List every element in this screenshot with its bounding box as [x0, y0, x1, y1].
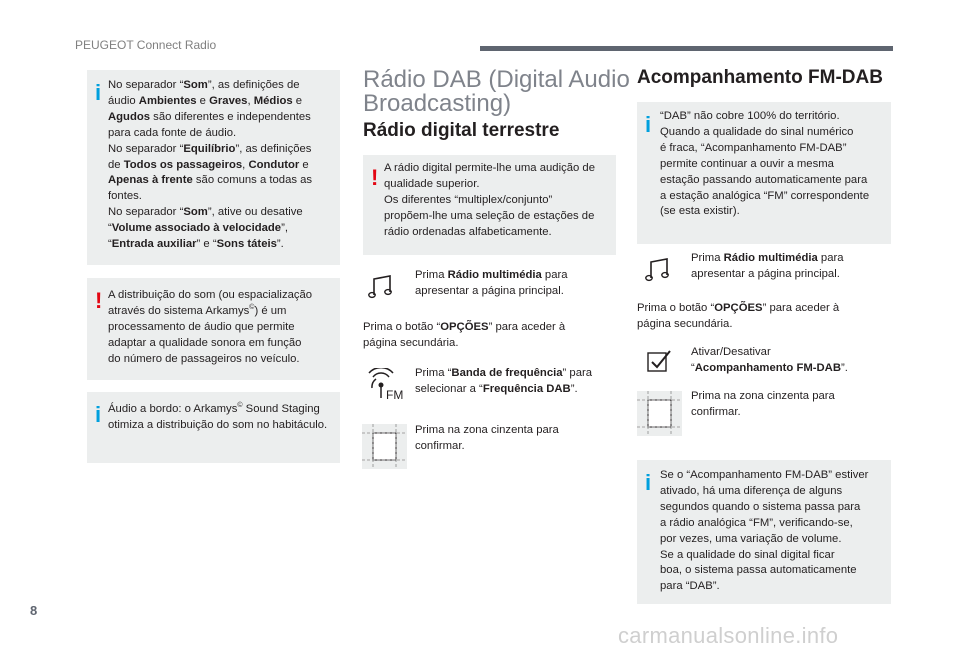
text-line: A rádio digital permite-lhe uma audição de: [384, 162, 596, 174]
step-frequency-band: Prima “Banda de frequência” para selecionar a “Frequência DAB”.: [415, 367, 593, 395]
music-note-icon: [368, 274, 396, 300]
warning-box-arkamys: [87, 278, 340, 380]
text-line: para cada fonte de áudio.: [108, 126, 237, 139]
text-line: de Todos os passageiros, Condutor e: [108, 158, 309, 171]
step-grey-zone: Prima na zona cinzenta para confirmar.: [691, 390, 835, 418]
warning-box-digital-radio: [363, 155, 616, 255]
text-line: Agudos são diferentes e independentes: [108, 110, 311, 123]
text-line: Os diferentes “multiplex/conjunto”: [384, 193, 553, 206]
text-line: permite continuar a ouvir a mesma: [660, 157, 834, 170]
text-line: a estação analógica “FM” correspondente: [660, 189, 870, 202]
text-line: através do sistema Arkamys©) é um: [108, 304, 287, 317]
text-line: por vezes, uma variação de volume.: [660, 532, 842, 545]
text-line: adaptar a qualidade sonora em função: [108, 336, 302, 349]
text-line: “DAB” não cobre 100% do território.: [660, 110, 840, 122]
text-line: segundos quando o sistema passa para: [660, 500, 861, 513]
step-radio-multimedia: Prima Rádio multimédia para apresentar a página principal.: [691, 252, 844, 280]
text-line: para “DAB”.: [660, 580, 720, 593]
warning-marker-icon: !: [371, 165, 379, 190]
text-line: otimiza a distribuição do som no habitáculo.: [108, 418, 328, 431]
text-line: processamento de áudio que permite: [108, 320, 295, 333]
text-line: rádio ordenadas alfabeticamente.: [384, 225, 552, 238]
info-box-audio-settings: [87, 70, 340, 265]
page-number: 8: [30, 603, 38, 618]
text-line: propõem-lhe uma seleção de estações de: [384, 209, 595, 222]
text-line: Apenas à frente são comuns a todas as: [108, 174, 313, 187]
watermark: carmanualsonline.info: [618, 623, 839, 648]
text-line: Se a qualidade do sinal digital ficar: [660, 548, 835, 561]
text-line: a rádio analógica “FM”, verificando-se,: [660, 516, 853, 529]
text-line: do número de passageiros no veículo.: [108, 352, 300, 365]
text-line: “Entrada auxiliar” e “Sons táteis”.: [108, 238, 284, 251]
text-line: No separador “Som”, ative ou desative: [108, 206, 303, 219]
step-options: Prima o botão “OPÇÕES” para aceder à página secundária.: [637, 302, 840, 330]
text-line: qualidade superior.: [384, 177, 480, 190]
warning-marker-icon: !: [95, 288, 103, 313]
text-line: boa, o sistema passa automaticamente: [660, 564, 857, 577]
text-line: A distribuição do som (ou espacialização: [108, 289, 313, 301]
fm-band-icon: [364, 368, 406, 404]
text-line: Áudio a bordo: o Arkamys© Sound Staging: [108, 402, 320, 415]
step-options: Prima o botão “OPÇÕES” para aceder à página secundária.: [363, 321, 566, 349]
info-box-dab-coverage: [637, 102, 891, 244]
section-title: Rádio DAB (Digital Audio Broadcasting): [363, 66, 630, 117]
header-bar: [480, 46, 893, 51]
info-marker-icon: i: [95, 80, 102, 105]
step-radio-multimedia: Prima Rádio multimédia para apresentar a página principal.: [415, 269, 568, 297]
info-marker-icon: i: [95, 402, 102, 427]
info-box-fm-dab-switch: [637, 460, 891, 604]
grey-zone-icon: [362, 424, 407, 469]
text-line: No separador “Equilíbrio”, as definições: [108, 142, 312, 155]
page-header: PEUGEOT Connect Radio: [75, 38, 217, 52]
text-line: “Volume associado à velocidade”,: [108, 222, 288, 235]
text-line: Quando a qualidade do sinal numérico: [660, 125, 854, 138]
text-line: No separador “Som”, as definições de: [108, 79, 300, 91]
step-grey-zone: Prima na zona cinzenta para confirmar.: [415, 424, 559, 452]
text-line: fontes.: [108, 190, 142, 203]
text-line: ativado, há uma diferença de alguns: [660, 484, 843, 497]
info-marker-icon: i: [645, 112, 652, 137]
text-line: Se o “Acompanhamento FM-DAB” estiver: [660, 469, 869, 481]
text-line: (se esta existir).: [660, 205, 740, 218]
subtitle-digital-radio: Rádio digital terrestre: [363, 120, 560, 141]
info-marker-icon: i: [645, 470, 652, 495]
text-line: áudio Ambientes e Graves, Médios e: [108, 94, 303, 107]
info-box-sound-staging: [87, 392, 340, 463]
grey-zone-icon: [637, 391, 682, 436]
checkbox-icon: [645, 348, 673, 374]
title-fm-dab: Acompanhamento FM-DAB: [637, 67, 883, 88]
text-line: é fraca, “Acompanhamento FM-DAB”: [660, 141, 847, 154]
fm-label: FM: [386, 388, 404, 402]
music-note-icon: [645, 257, 673, 283]
text-line: estação passando automaticamente para: [660, 173, 868, 186]
step-enable-fm-dab: Ativar/Desativar “Acompanhamento FM-DAB”.: [691, 346, 848, 374]
